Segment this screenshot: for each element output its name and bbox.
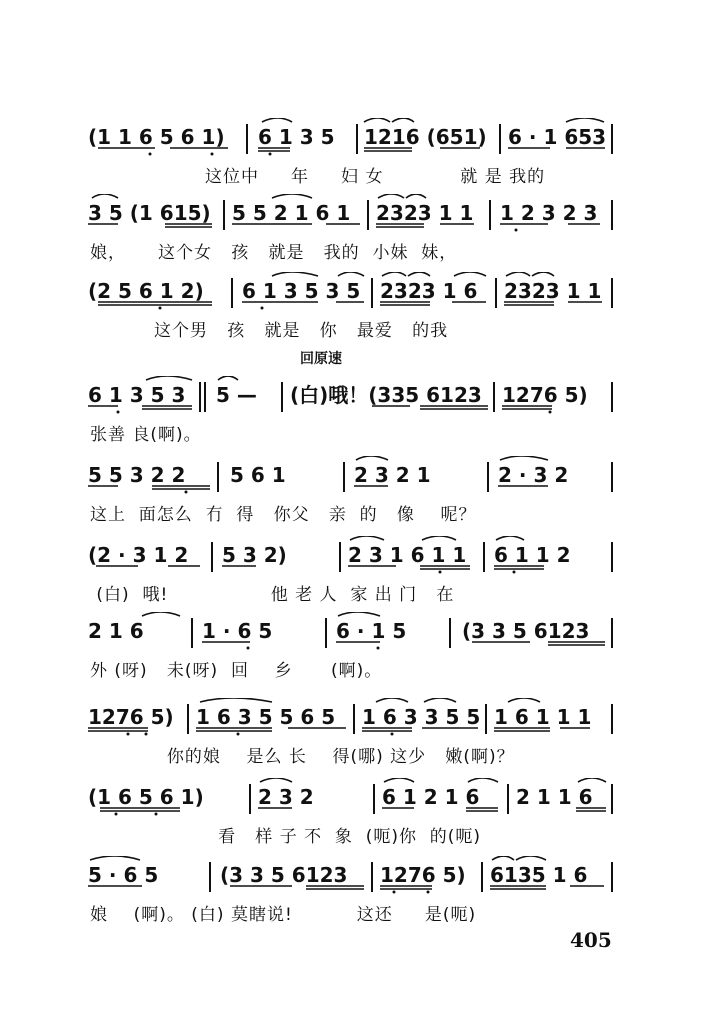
measure: (1 1 6 5 6 1)	[88, 125, 225, 149]
notation-row-5	[0, 456, 710, 496]
measure: 6135 1 6	[490, 863, 588, 887]
measure: (2 · 3 1 2	[88, 543, 189, 567]
measure: 5 3 2)	[222, 543, 287, 567]
lyrics-line: 这位中 年 妇 女 就 是 我的	[205, 167, 546, 187]
measure: 6 1 2 1 6	[382, 785, 480, 809]
notation-row-2	[0, 194, 710, 234]
notation-row-7	[0, 612, 710, 652]
notation-row-9	[0, 778, 710, 818]
measure: 5 6 1	[230, 463, 286, 487]
score-system-3	[0, 272, 710, 352]
score-system-1	[0, 118, 710, 198]
measure: 2 3 2	[258, 785, 314, 809]
measure: 2323 1 1	[376, 201, 474, 225]
measure: 1 6 1 1 1	[494, 705, 592, 729]
measure: 1276 5)	[502, 383, 588, 407]
measure: (1 6 5 6 1)	[88, 785, 204, 809]
score-system-2	[0, 194, 710, 274]
lyrics-line: 这个男 孩 就是 你 最爱 的我	[90, 321, 449, 341]
notation-row-8	[0, 698, 710, 738]
measure: 6 1 1 2	[494, 543, 571, 567]
measure: (2 5 6 1 2)	[88, 279, 204, 303]
measure: 5 —	[216, 383, 257, 407]
score-system-8	[0, 698, 710, 778]
score-system-9	[0, 778, 710, 858]
score-system-10	[0, 856, 710, 936]
measure: 1 6 3 3 5 5	[362, 705, 481, 729]
measure: 2 · 3 2	[498, 463, 569, 487]
notation-row-3	[0, 272, 710, 312]
measure: 6 1 3 5 3	[88, 383, 186, 407]
notation-row-4	[0, 376, 710, 416]
lyrics-line: 这上 面怎么 冇 得 你父 亲 的 像 呢？	[90, 505, 477, 525]
notation-row-10	[0, 856, 710, 896]
measure: 1 6 3 5 5 6 5	[196, 705, 336, 729]
measure: 5 · 6 5	[88, 863, 159, 887]
lyrics-line: 张善 良(啊)。	[90, 425, 202, 445]
measure: 1276 5)	[380, 863, 466, 887]
measure: (3 3 5 6123	[220, 863, 348, 887]
measure: 2323 1 1	[504, 279, 602, 303]
lyrics-line: 你的娘 是么 长 得(哪) 这少 嫩(啊)？	[90, 747, 515, 767]
page-number: 405	[570, 928, 612, 952]
measure: 2323 1 6	[380, 279, 478, 303]
score-system-7	[0, 612, 710, 692]
measure: 6 1 3 5 3 5	[242, 279, 361, 303]
lyrics-line: 看 样 子 不 象 (呃)你 的(呃)	[90, 827, 482, 847]
lyrics-line: 娘 (啊)。 (白) 莫瞎说! 这还 是(呃)	[90, 905, 477, 925]
lyrics-line: 外 (呀) 未(呀) 回 乡 (啊)。	[90, 661, 383, 681]
measure: 1276 5)	[88, 705, 174, 729]
measure: 5 5 2 1 6 1	[232, 201, 351, 225]
measure: 5 5 3 2 2	[88, 463, 186, 487]
lyrics-line: (白) 哦! 他 老 人 家 出 门 在	[90, 585, 455, 605]
score-system-6	[0, 536, 710, 616]
measure: 1 2 3 2 3	[500, 201, 598, 225]
notation-row-1	[0, 118, 710, 158]
measure: 2 1 6	[88, 619, 144, 643]
measure: 3 5 (1 615)	[88, 201, 211, 225]
measure: 2 1 1 6	[516, 785, 593, 809]
measure: (白)哦！(335 6123	[290, 383, 482, 407]
lyrics-line: 娘， 这个女 孩 就是 我的 小妹 妹，	[90, 243, 458, 263]
tempo-mark: 回原速	[300, 351, 342, 367]
notation-row-6	[0, 536, 710, 576]
measure: 2 3 2 1	[354, 463, 431, 487]
measure: 6 1 3 5	[258, 125, 335, 149]
measure: (3 3 5 6123	[462, 619, 590, 643]
score-system-4	[0, 376, 710, 456]
measure: 6 · 1 5	[336, 619, 407, 643]
score-system-5	[0, 456, 710, 536]
measure: 2 3 1 6 1 1	[348, 543, 467, 567]
measure: 1 · 6 5	[202, 619, 273, 643]
measure: 6 · 1 653	[508, 125, 607, 149]
measure: 1216 (651)	[364, 125, 487, 149]
